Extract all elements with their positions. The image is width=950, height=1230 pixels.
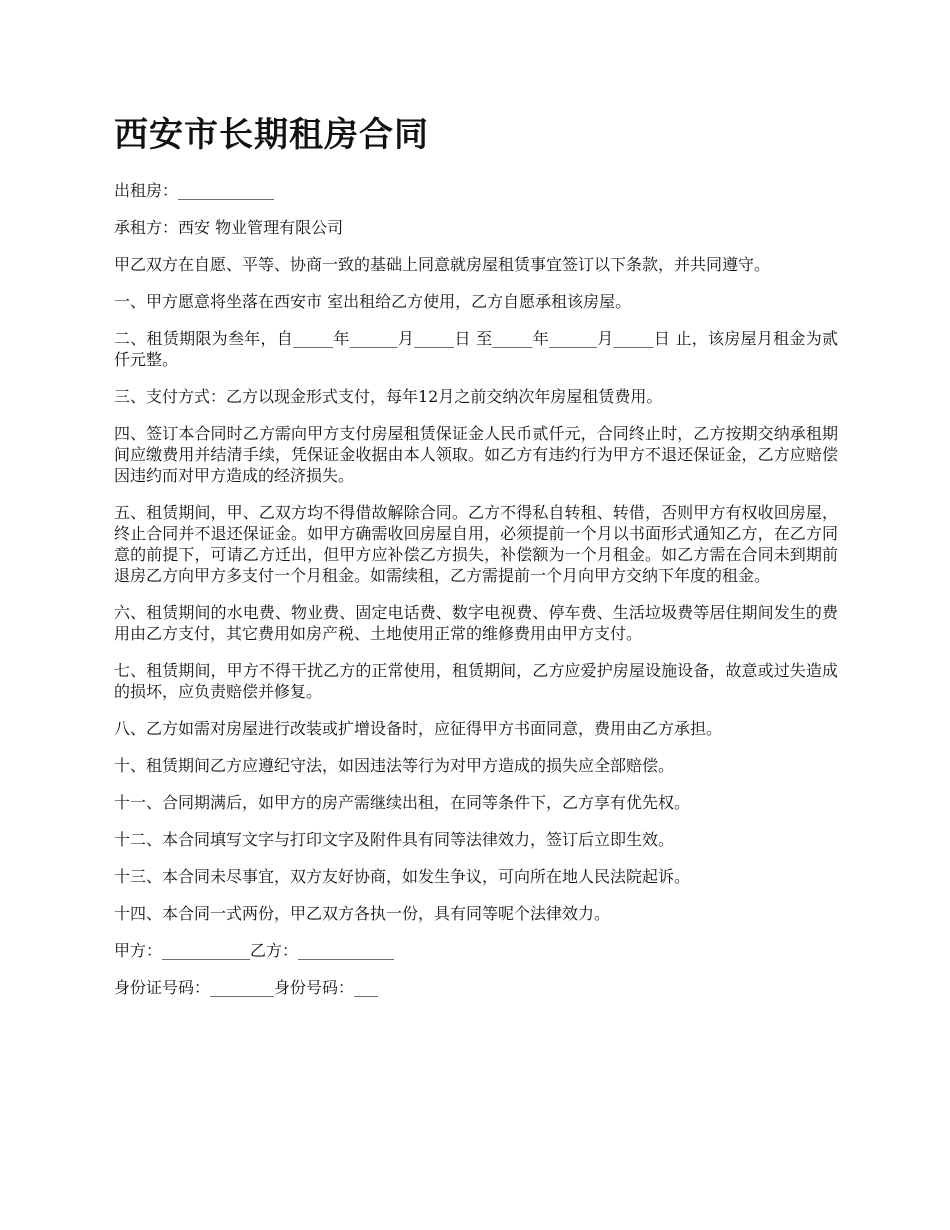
document-page <box>114 112 838 1014</box>
paragraph-landlord: 出租房：____________ <box>114 181 275 200</box>
clause-8: 八、乙方如需对房屋进行改装或扩增设备时，应征得甲方书面同意，费用由乙方承担。 <box>114 719 723 738</box>
clause-14: 十四、本合同一式两份，甲乙双方各执一份，具有同等呢个法律效力。 <box>114 904 611 923</box>
clause-13: 十三、本合同未尽事宜，双方友好协商，如发生争议，可向所在地人民法院起诉。 <box>114 867 691 886</box>
id-number-line: 身份证号码：________身份号码：___ <box>114 978 379 997</box>
clause-7: 七、租赁期间，甲方不得干扰乙方的正常使用，租赁期间，乙方应爱护房屋设施设备，故意或过失造成的损坏，应负责赔偿并修复。 <box>114 661 838 701</box>
clause-12: 十二、本合同填写文字与打印文字及附件具有同等法律效力，签订后立即生效。 <box>114 830 675 849</box>
clause-1: 一、甲方愿意将坐落在西安市 室出租给乙方使用，乙方自愿承租该房屋。 <box>114 292 632 311</box>
paragraph-preamble: 甲乙双方在自愿、平等、协商一致的基础上同意就房屋租赁事宜签订以下条款，并共同遵守。 <box>114 255 771 274</box>
clause-2: 二、租赁期限为叁年，自_____年______月_____日 至_____年______月_____日 止，该房屋月租金为贰仟元整。 <box>114 329 838 369</box>
document-title: 西安市长期租房合同 <box>114 115 429 155</box>
clause-4: 四、签订本合同时乙方需向甲方支付房屋租赁保证金人民币贰仟元，合同终止时，乙方按期交纳承租期间应缴费用并结清手续，凭保证金收据由本人领取。如乙方有违约行为甲方不退还保证金，乙方应赔偿因违约而对甲方造成的经济损失。 <box>114 424 838 485</box>
clause-5: 五、租赁期间，甲、乙双方均不得借故解除合同。乙方不得私自转租、转借，否则甲方有权收回房屋，终止合同并不退还保证金。如甲方确需收回房屋自用，必须提前一个月以书面形式通知乙方，在乙方同意的前提下，可请乙方迁出，但甲方应补偿乙方损失，补偿额为一个月租金。如乙方需在合同未到期前退房乙方向甲方多支付一个月租金。如需续租，乙方需提前一个月向甲方交纳下年度的租金。 <box>114 503 838 585</box>
clause-6: 六、租赁期间的水电费、物业费、固定电话费、数字电视费、停车费、生活垃圾费等居住期间发生的费用由乙方支付，其它费用如房产税、土地使用正常的维修费用由甲方支付。 <box>114 603 838 643</box>
clause-11: 十一、合同期满后，如甲方的房产需继续出租，在同等条件下，乙方享有优先权。 <box>114 793 691 812</box>
clause-3: 三、支付方式：乙方以现金形式支付，每年12月之前交纳次年房屋租赁费用。 <box>114 387 663 406</box>
clause-10: 十、租赁期间乙方应遵纪守法，如因违法等行为对甲方造成的损失应全部赔偿。 <box>114 756 675 775</box>
paragraph-tenant: 承租方：西安 物业管理有限公司 <box>114 218 344 237</box>
signature-line: 甲方：___________乙方：____________ <box>114 941 395 960</box>
